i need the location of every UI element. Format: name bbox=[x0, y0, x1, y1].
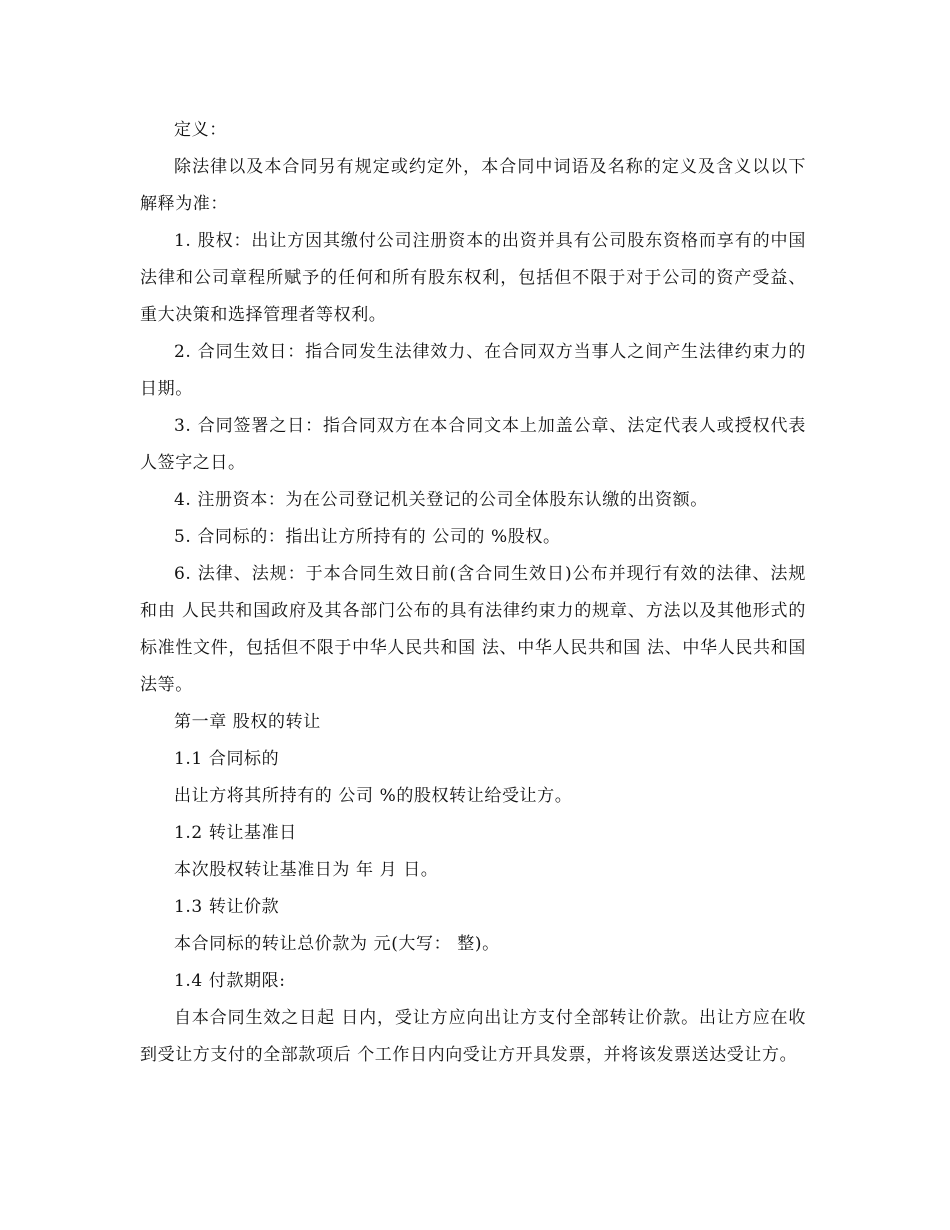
definition-equity: 1. 股权：出让方因其缴付公司注册资本的出资并具有公司股东资格而享有的中国法律和公司章程所赋予的任何和所有股东权利，包括但不限于对于公司的资产受益、重大决策和选择管理者等权利。 bbox=[140, 231, 806, 325]
definition-laws-regulations: 6. 法律、法规：于本合同生效日前(含合同生效日)公布并现行有效的法律、法规和由 人民共和国政府及其各部门公布的具有法律约束力的规章、方法以及其他形式的标准性文件，包括但不限于中华人民共和国 法、中华人民共和国 法、中华人民共和国 法等。 bbox=[140, 564, 806, 695]
definition-contract-subject: 5. 合同标的：指出让方所持有的 公司的 %股权。 bbox=[174, 527, 561, 547]
section-text-1-3: 本合同标的转让总价款为 元(大写： 整)。 bbox=[174, 934, 500, 954]
section-heading-1-2: 1.2 转让基准日 bbox=[174, 823, 297, 843]
section-heading-1-1: 1.1 合同标的 bbox=[174, 749, 280, 769]
section-text-1-1: 出让方将其所持有的 公司 %的股权转让给受让方。 bbox=[174, 786, 573, 806]
section-heading-1-4: 1.4 付款期限: bbox=[174, 971, 286, 991]
document-body bbox=[140, 112, 806, 1074]
definitions-intro: 除法律以及本合同另有规定或约定外，本合同中词语及名称的定义及含义以以下解释为准： bbox=[140, 157, 806, 214]
chapter-heading: 第一章 股权的转让 bbox=[174, 712, 321, 732]
definition-registered-capital: 4. 注册资本：为在公司登记机关登记的公司全体股东认缴的出资额。 bbox=[174, 490, 708, 510]
definition-signing-date: 3. 合同签署之日：指合同双方在本合同文本上加盖公章、法定代表人或授权代表人签字之日。 bbox=[140, 416, 806, 473]
section-text-1-2: 本次股权转让基准日为 年 月 日。 bbox=[174, 860, 439, 880]
section-text-1-4: 自本合同生效之日起 日内，受让方应向出让方支付全部转让价款。出让方应在收到受让方支付的全部款项后 个工作日内向受让方开具发票，并将该发票送达受让方。 bbox=[140, 1008, 806, 1065]
definition-effective-date: 2. 合同生效日：指合同发生法律效力、在合同双方当事人之间产生法律约束力的日期。 bbox=[140, 342, 806, 399]
section-heading-1-3: 1.3 转让价款 bbox=[174, 897, 280, 917]
definitions-heading: 定义： bbox=[174, 120, 227, 140]
